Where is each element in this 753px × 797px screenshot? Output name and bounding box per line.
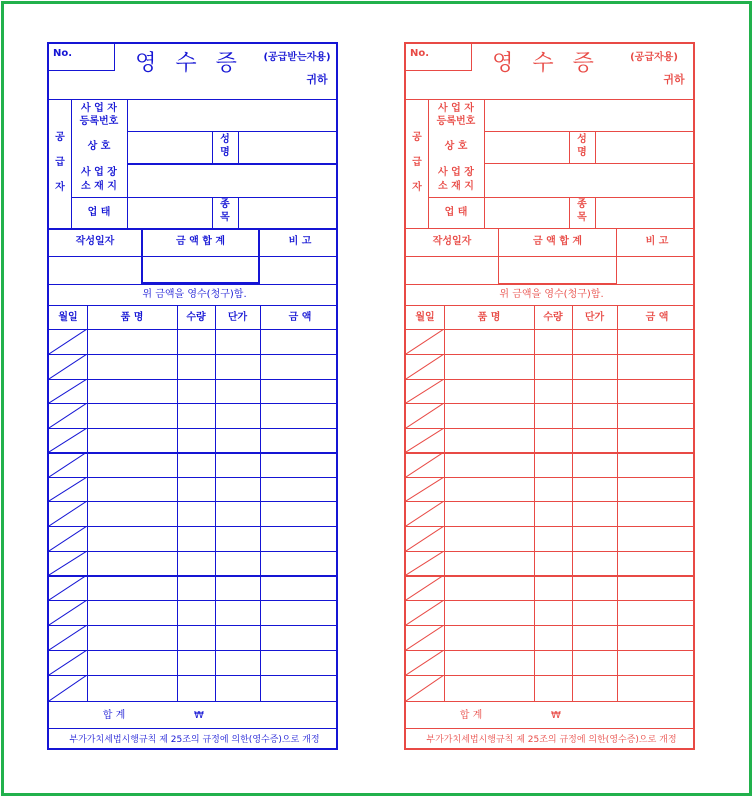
col-qty: 수량 — [543, 312, 563, 323]
supplier-char-2: 급 — [412, 157, 422, 168]
address-label-1: 사 업 장 — [438, 167, 474, 178]
reg-no-label-2: 등록번호 — [436, 116, 476, 127]
name-label-2: 명 — [220, 147, 230, 158]
total-amount-label: 금 액 합 계 — [532, 236, 583, 247]
col-item: 품 명 — [477, 312, 501, 323]
col-date: 월일 — [58, 312, 78, 323]
supplier-char-3: 자 — [412, 182, 422, 193]
recipient-suffix: 귀하 — [663, 73, 685, 86]
col-item: 품 명 — [120, 312, 144, 323]
received-text: 위 금액을 영수(청구)함. — [142, 289, 247, 300]
reg-no-label-1: 사 업 자 — [438, 103, 474, 114]
business-item-label-1: 종 — [220, 199, 230, 210]
name-label-1: 성 — [577, 134, 587, 145]
remarks-label: 비 고 — [288, 236, 312, 247]
currency-symbol: ₩ — [194, 710, 204, 721]
business-type-label: 업 태 — [444, 207, 468, 218]
no-label: No. — [53, 48, 73, 59]
date-label: 작성일자 — [75, 236, 115, 247]
supplier-char-3: 자 — [55, 182, 65, 193]
col-unit-price: 단가 — [227, 312, 248, 323]
footer-note: 부가가치세법시행규칙 제 25조의 규정에 의한(영수증)으로 개정 — [426, 735, 677, 745]
address-label-2: 소 재 지 — [438, 181, 474, 192]
name-label-1: 성 — [220, 134, 230, 145]
no-label: No. — [410, 48, 430, 59]
address-label-1: 사 업 장 — [81, 167, 117, 178]
copy-label: (공급받는자용) — [263, 52, 331, 63]
total-label: 합 계 — [102, 710, 126, 721]
supplier-char-1: 공 — [412, 132, 422, 143]
col-amount: 금 액 — [288, 312, 312, 323]
col-qty: 수량 — [186, 312, 206, 323]
recipient-suffix: 귀하 — [306, 73, 328, 86]
copy-label: (공급자용) — [630, 52, 678, 63]
company-label: 상 호 — [87, 141, 111, 152]
remarks-label: 비 고 — [645, 236, 669, 247]
company-label: 상 호 — [444, 141, 468, 152]
address-label-2: 소 재 지 — [81, 181, 117, 192]
receipt-supplier-copy — [404, 42, 695, 750]
reg-no-label-2: 등록번호 — [79, 116, 119, 127]
receipt-buyer-copy — [47, 42, 338, 750]
business-item-label-2: 목 — [220, 212, 230, 223]
business-type-label: 업 태 — [87, 207, 111, 218]
reg-no-label-1: 사 업 자 — [81, 103, 117, 114]
total-label: 합 계 — [459, 710, 483, 721]
col-unit-price: 단가 — [584, 312, 605, 323]
business-item-label-2: 목 — [577, 212, 587, 223]
name-label-2: 명 — [577, 147, 587, 158]
total-amount-label: 금 액 합 계 — [175, 236, 226, 247]
date-label: 작성일자 — [432, 236, 472, 247]
currency-symbol: ₩ — [551, 710, 561, 721]
receipt-title: 영 수 증 — [492, 51, 600, 76]
supplier-char-1: 공 — [55, 132, 65, 143]
col-date: 월일 — [415, 312, 435, 323]
col-amount: 금 액 — [645, 312, 669, 323]
receipt-title: 영 수 증 — [135, 51, 243, 76]
supplier-char-2: 급 — [55, 157, 65, 168]
footer-note: 부가가치세법시행규칙 제 25조의 규정에 의한(영수증)으로 개정 — [69, 735, 320, 745]
received-text: 위 금액을 영수(청구)함. — [499, 289, 604, 300]
business-item-label-1: 종 — [577, 199, 587, 210]
